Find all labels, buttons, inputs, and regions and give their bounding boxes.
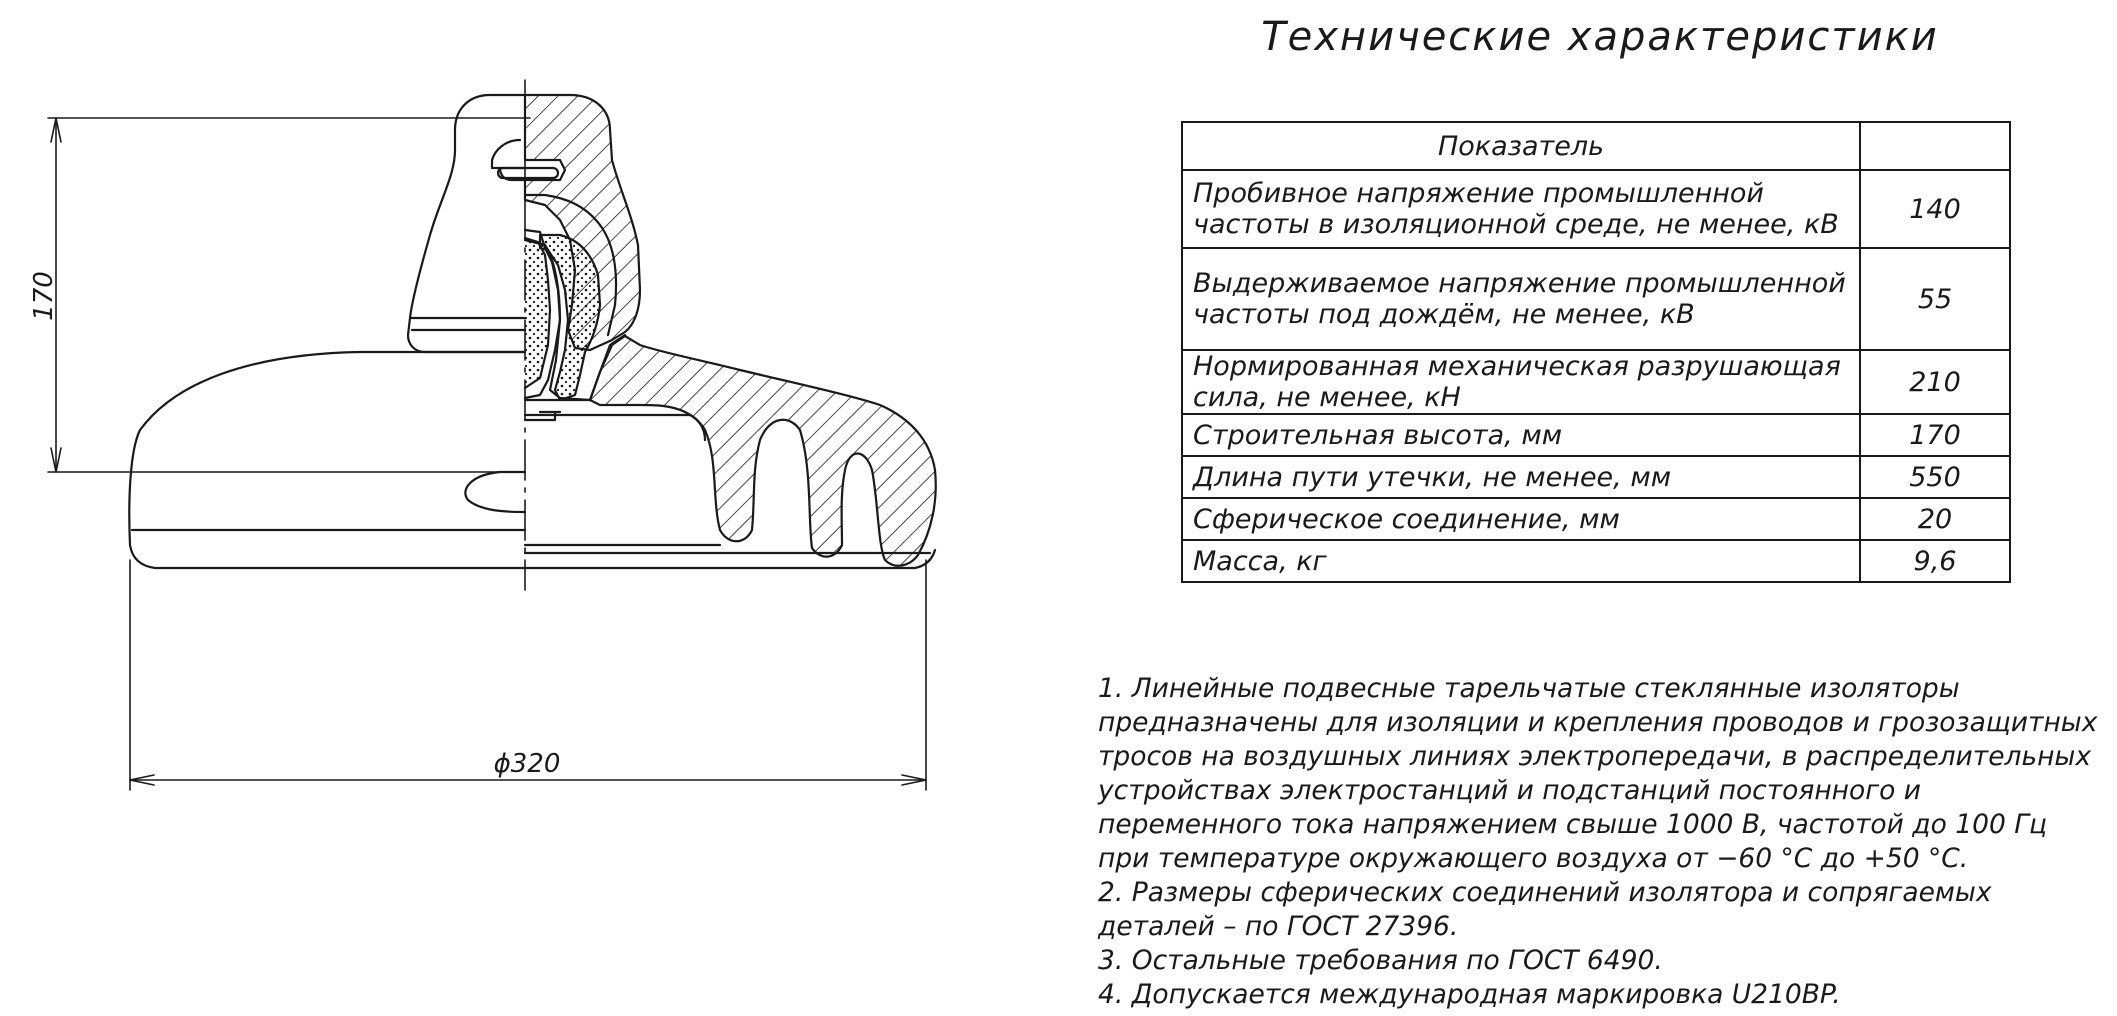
note-item: 3. Остальные требования по ГОСТ 6490. — [1098, 945, 1663, 976]
spec-header-param: Показатель — [1182, 122, 1860, 170]
insulator-drawing-svg — [0, 0, 1000, 1016]
spec-param: Сферическое соединение, мм — [1182, 498, 1860, 540]
insulator-left-view — [129, 95, 558, 568]
spec-row — [1182, 170, 2010, 248]
spec-value: 170 — [1860, 414, 2010, 456]
spec-row — [1182, 540, 2010, 582]
dimension-height-label: 170 — [29, 271, 59, 321]
spec-param: Нормированная механическая разрушающая сила, не менее, кН — [1182, 350, 1860, 414]
spec-row — [1182, 498, 2010, 540]
spec-title: Технические характеристики — [1261, 14, 1939, 60]
notes — [1098, 672, 2098, 1012]
spec-value: 210 — [1860, 350, 2010, 414]
note-item: 1. Линейные подвесные тарельчатые стеклянные изоляторы предназначены для изоляции и крепления проводов и грозозащитных тросов на воздушных линиях электропередачи, в распределительных устройствах электростанций и подстанций постоянного и переменного тока напряжением свыше 1000 В, частотой до 100 Гц при температуре окружающего воздуха от −60 °С до +50 °С. — [1098, 673, 2098, 874]
dimension-height — [48, 118, 530, 472]
dimension-diameter-label: ϕ320 — [493, 749, 561, 779]
insulator-drawing — [0, 0, 1000, 1016]
spec-table — [1181, 121, 2011, 583]
spec-header-value — [1860, 122, 2010, 170]
note-item: 2. Размеры сферических соединений изолятора и сопрягаемых деталей – по ГОСТ 27396. — [1098, 877, 1992, 942]
spec-value: 550 — [1860, 456, 2010, 498]
spec-value: 20 — [1860, 498, 2010, 540]
spec-value: 140 — [1860, 170, 2010, 248]
spec-param: Строительная высота, мм — [1182, 414, 1860, 456]
spec-param: Длина пути утечки, не менее, мм — [1182, 456, 1860, 498]
spec-row — [1182, 414, 2010, 456]
spec-value: 9,6 — [1860, 540, 2010, 582]
spec-param: Пробивное напряжение промышленной частоты в изоляционной среде, не менее, кВ — [1182, 170, 1860, 248]
note-item: 4. Допускается международная маркировка U210BP. — [1098, 979, 1841, 1010]
spec-row — [1182, 248, 2010, 350]
spec-row — [1182, 350, 2010, 414]
spec-param: Выдерживаемое напряжение промышленной частоты под дождём, не менее, кВ — [1182, 248, 1860, 350]
insulator-right-section — [525, 95, 936, 568]
spec-value: 55 — [1860, 248, 2010, 350]
spec-header-row — [1182, 122, 2010, 170]
spec-param: Масса, кг — [1182, 540, 1860, 582]
spec-row — [1182, 456, 2010, 498]
